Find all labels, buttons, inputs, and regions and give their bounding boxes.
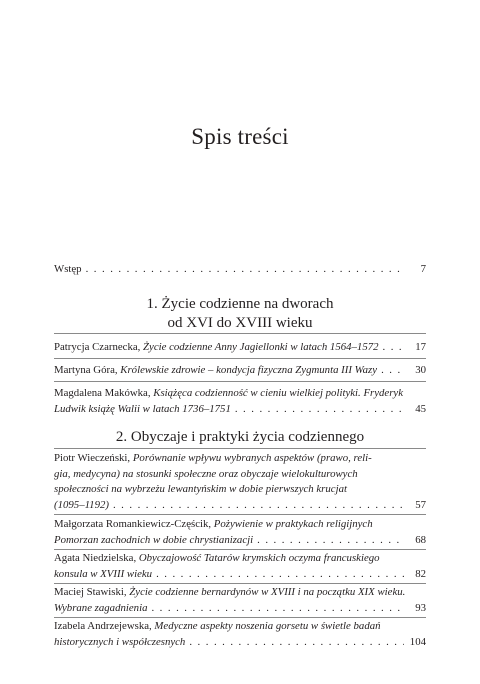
leader-dots bbox=[235, 402, 404, 418]
toc-line bbox=[54, 262, 426, 278]
page-number: 57 bbox=[415, 498, 426, 511]
toc-entry bbox=[54, 451, 426, 513]
toc-entry bbox=[54, 340, 426, 356]
toc-entry-intro bbox=[54, 262, 426, 278]
entry-title: Wybrane zagadnienia bbox=[54, 601, 148, 614]
entry-divider bbox=[54, 381, 426, 382]
entry-author: Patrycja Czarnecka, bbox=[54, 341, 144, 353]
entry-divider bbox=[54, 514, 426, 515]
leader-dots bbox=[189, 635, 404, 651]
leader-dots bbox=[257, 533, 404, 549]
page-number: 93 bbox=[415, 601, 426, 614]
toc-entry bbox=[54, 386, 426, 417]
entry-title: Życie codzienne bernardynów w XVIII i na początku XIX wieku. bbox=[129, 586, 406, 598]
entry-divider bbox=[54, 549, 426, 550]
entry-title: gia, medycyna) na stosunki społeczne oraz obyczaje wielokulturowych bbox=[54, 467, 358, 480]
page-number: 82 bbox=[415, 567, 426, 580]
entry-title: konsula w XVIII wieku bbox=[54, 567, 153, 580]
toc-line bbox=[54, 482, 426, 498]
entry-title: Obyczajowość Tatarów krymskich oczyma francuskiego bbox=[138, 552, 380, 564]
entry-title: Pomorzan zachodnich w dobie chrystianizacji bbox=[54, 533, 254, 546]
section-heading-line: 2. Obyczaje i praktyki życia codziennego bbox=[115, 429, 365, 445]
entry-title: Ludwik książę Walii w latach 1736–1751 bbox=[54, 402, 231, 415]
toc-line bbox=[54, 533, 426, 549]
leader-dots bbox=[86, 262, 404, 278]
entry-title: Medyczne aspekty noszenia gorsetu w świetle badań bbox=[154, 620, 381, 632]
toc-line bbox=[54, 517, 426, 533]
toc-line bbox=[54, 635, 426, 651]
entry-divider bbox=[54, 617, 426, 618]
section-heading-1 bbox=[0, 295, 480, 333]
leader-dots bbox=[156, 567, 404, 583]
page-number: 17 bbox=[415, 341, 426, 353]
entry-title: Porównanie wpływu wybranych aspektów (prawo, reli- bbox=[132, 452, 372, 464]
page-number: 30 bbox=[415, 364, 426, 376]
toc-line bbox=[54, 467, 426, 483]
toc-entry bbox=[54, 619, 426, 650]
entry-author: Martyna Góra, bbox=[54, 364, 121, 376]
entry-title: historycznych i współczesnych bbox=[54, 635, 186, 648]
page-number: 7 bbox=[420, 263, 426, 275]
section-heading-line: od XVI do XVIII wieku bbox=[167, 315, 313, 331]
toc-line bbox=[54, 498, 426, 514]
section-heading-2 bbox=[0, 428, 480, 447]
entry-author: Izabela Andrzejewska, bbox=[54, 620, 155, 632]
toc-line bbox=[54, 619, 426, 635]
leader-dots bbox=[383, 340, 404, 356]
entry-title: Królewskie zdrowie – kondycja fizyczna Zygmunta III Wazy bbox=[120, 364, 378, 376]
entry-author: Małgorzata Romankiewicz-Częścik, bbox=[54, 518, 214, 530]
section-heading-line: 1. Życie codzienne na dworach bbox=[146, 296, 334, 312]
entry-title: Życie codzienne Anny Jagiellonki w latach 1564–1572 bbox=[143, 341, 379, 353]
entry-author: Agata Niedzielska, bbox=[54, 552, 139, 564]
toc-line bbox=[54, 451, 426, 467]
toc-line bbox=[54, 386, 426, 402]
leader-dots bbox=[113, 498, 404, 514]
entry-title: Pożywienie w praktykach religijnych bbox=[213, 518, 373, 530]
toc-line bbox=[54, 402, 426, 418]
section-divider bbox=[54, 448, 426, 449]
page-number: 68 bbox=[415, 533, 426, 546]
entry-author: Magdalena Makówka, bbox=[54, 387, 154, 399]
toc-entry bbox=[54, 585, 426, 616]
toc-entry bbox=[54, 517, 426, 548]
entry-title: Książęca codzienność w cieniu wielkiej polityki. Fryderyk bbox=[153, 387, 404, 399]
entry-title: (1095–1192) bbox=[54, 498, 109, 511]
toc-line bbox=[54, 551, 426, 567]
entry-author: Maciej Stawiski, bbox=[54, 586, 130, 598]
toc-line bbox=[54, 601, 426, 617]
entry-divider bbox=[54, 358, 426, 359]
toc-line bbox=[54, 585, 426, 601]
page-number: 104 bbox=[409, 635, 426, 648]
toc-line bbox=[54, 363, 426, 379]
section-divider bbox=[54, 333, 426, 334]
intro-label: Wstęp bbox=[54, 263, 82, 275]
toc-line bbox=[54, 567, 426, 583]
entry-author: Piotr Wieczeński, bbox=[54, 452, 133, 464]
page-title: Spis treści bbox=[191, 124, 289, 149]
page-number: 45 bbox=[415, 402, 426, 415]
toc-entry bbox=[54, 363, 426, 379]
entry-title: społeczności na wybrzeżu lewantyńskim w dobie pierwszych krucjat bbox=[54, 483, 347, 495]
toc-entry bbox=[54, 551, 426, 582]
entry-divider bbox=[54, 583, 426, 584]
leader-dots bbox=[151, 601, 404, 617]
toc-line bbox=[54, 340, 426, 356]
leader-dots bbox=[381, 363, 404, 379]
